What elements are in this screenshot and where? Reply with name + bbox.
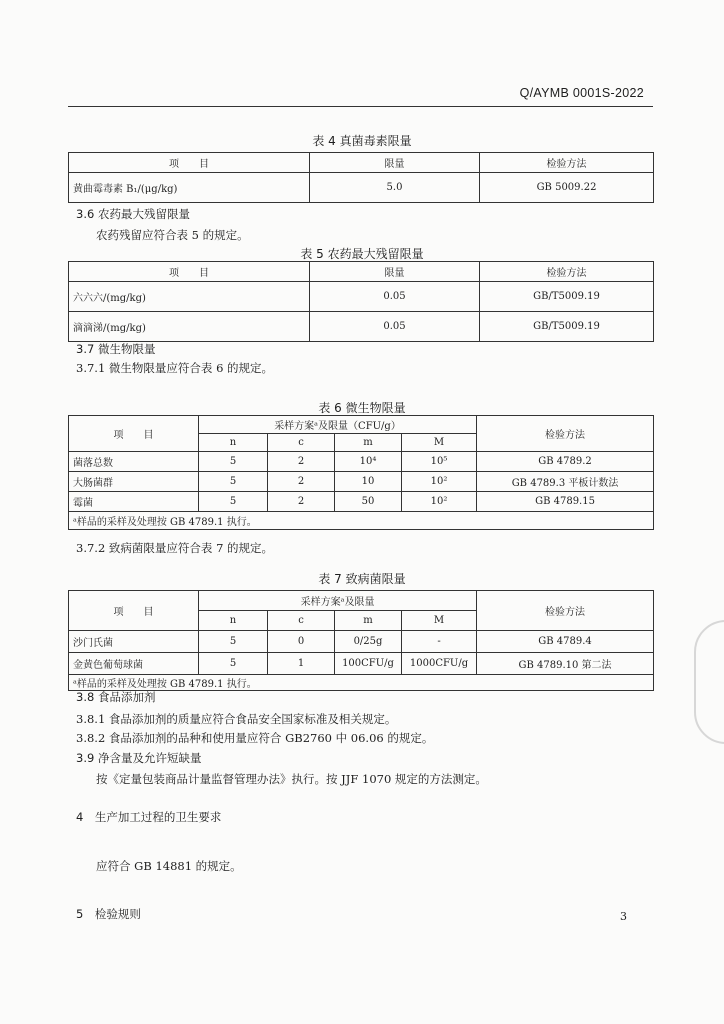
table7-cell: 沙门氏菌 (69, 631, 199, 653)
table5-cell: 0.05 (310, 282, 480, 312)
table7-cell: 100CFU/g (335, 653, 402, 675)
table7-sub-M: M (402, 611, 477, 631)
table5-cell: GB/T5009.19 (480, 282, 654, 312)
table6-cell: GB 4789.15 (477, 492, 654, 512)
table4-header-limit: 限量 (310, 153, 480, 173)
table7-cell: 金黄色葡萄球菌 (69, 653, 199, 675)
table6-cell: 10² (402, 492, 477, 512)
table4-cell: 黄曲霉毒素 B₁/(μg/kg) (69, 173, 310, 203)
table7-cell: - (402, 631, 477, 653)
table6-sub-m: m (335, 434, 402, 452)
table7-cell: 5 (199, 631, 268, 653)
table-row (69, 492, 654, 512)
section-3-9-heading: 3.9 净含量及允许短缺量 (76, 751, 202, 765)
table7-cell: 1000CFU/g (402, 653, 477, 675)
table6-cell: 10⁵ (402, 452, 477, 472)
table-row (69, 282, 654, 312)
header-rule (68, 106, 653, 107)
table7-sub-c: c (268, 611, 335, 631)
table6-cell: 50 (335, 492, 402, 512)
table6-cell: 大肠菌群 (69, 472, 199, 492)
section-3-8-2-text: 3.8.2 食品添加剂的品种和使用量应符合 GB2760 中 06.06 的规定。 (76, 731, 434, 745)
table7-cell: 0/25g (335, 631, 402, 653)
section-3-9-text: 按《定量包装商品计量监督管理办法》执行。按 JJF 1070 规定的方法测定。 (96, 772, 487, 786)
table7-cell: 1 (268, 653, 335, 675)
section-4-text: 应符合 GB 14881 的规定。 (96, 859, 242, 873)
table6 (68, 415, 654, 530)
table6-cell: 2 (268, 472, 335, 492)
table6-header-item: 项 目 (69, 416, 199, 452)
table6-cell: 菌落总数 (69, 452, 199, 472)
section-3-7-1-text: 3.7.1 微生物限量应符合表 6 的规定。 (76, 361, 274, 375)
table4-cell: 5.0 (310, 173, 480, 203)
table-row (69, 653, 654, 675)
table-row (69, 452, 654, 472)
table7-sub-n: n (199, 611, 268, 631)
table7-cell: GB 4789.4 (477, 631, 654, 653)
table6-header-method: 检验方法 (477, 416, 654, 452)
table6-sub-M: M (402, 434, 477, 452)
table7-cell: 5 (199, 653, 268, 675)
table6-header-plan: 采样方案ᵃ及限量（CFU/g） (199, 416, 477, 434)
table5-header-limit: 限量 (310, 262, 480, 282)
table7-header-item: 项 目 (69, 591, 199, 631)
table7-header-method: 检验方法 (477, 591, 654, 631)
table-row (69, 312, 654, 342)
table6-cell: 10⁴ (335, 452, 402, 472)
table5 (68, 261, 654, 342)
table6-cell: 10 (335, 472, 402, 492)
document-code: Q/AYMB 0001S-2022 (519, 86, 644, 100)
table7-cell: 0 (268, 631, 335, 653)
table6-footnote: ᵃ样品的采样及处理按 GB 4789.1 执行。 (69, 512, 654, 530)
table7-caption: 表 7 致病菌限量 (318, 572, 406, 586)
section-3-8-1-text: 3.8.1 食品添加剂的质量应符合食品安全国家标准及相关规定。 (76, 712, 397, 726)
table7-sub-m: m (335, 611, 402, 631)
table5-cell: GB/T5009.19 (480, 312, 654, 342)
table7-footnote: ᵃ样品的采样及处理按 GB 4789.1 执行。 (69, 675, 654, 691)
page-number: 3 (620, 910, 627, 923)
table7-header-plan: 采样方案ᵃ及限量 (199, 591, 477, 611)
table-row (69, 472, 654, 492)
section-4-heading: 4 生产加工过程的卫生要求 (76, 810, 222, 824)
table7-cell: GB 4789.10 第二法 (477, 653, 654, 675)
table6-caption: 表 6 微生物限量 (318, 401, 406, 415)
table6-cell: 10² (402, 472, 477, 492)
table6-cell: 5 (199, 452, 268, 472)
table7 (68, 590, 654, 691)
section-3-8-heading: 3.8 食品添加剂 (76, 690, 156, 704)
table6-cell: 5 (199, 492, 268, 512)
table5-cell: 滴滴涕/(mg/kg) (69, 312, 310, 342)
table5-caption: 表 5 农药最大残留限量 (300, 247, 424, 261)
table6-cell: 2 (268, 452, 335, 472)
table4-header-method: 检验方法 (480, 153, 654, 173)
table6-cell: 霉菌 (69, 492, 199, 512)
table6-sub-c: c (268, 434, 335, 452)
table5-header-method: 检验方法 (480, 262, 654, 282)
table6-cell: GB 4789.2 (477, 452, 654, 472)
table4-cell: GB 5009.22 (480, 173, 654, 203)
table-row (69, 173, 654, 203)
table-row (69, 631, 654, 653)
table6-cell: GB 4789.3 平板计数法 (477, 472, 654, 492)
table6-cell: 2 (268, 492, 335, 512)
table5-header-item: 项 目 (69, 262, 310, 282)
table6-sub-n: n (199, 434, 268, 452)
section-3-7-2-text: 3.7.2 致病菌限量应符合表 7 的规定。 (76, 541, 274, 555)
table4-header-item: 项 目 (69, 153, 310, 173)
section-5-heading: 5 检验规则 (76, 907, 141, 921)
table4-caption: 表 4 真菌毒素限量 (312, 134, 412, 148)
table6-cell: 5 (199, 472, 268, 492)
seal-stamp-partial (694, 620, 724, 744)
section-3-6-heading: 3.6 农药最大残留限量 (76, 207, 190, 221)
section-3-7-heading: 3.7 微生物限量 (76, 342, 156, 356)
table5-cell: 六六六/(mg/kg) (69, 282, 310, 312)
section-3-6-text: 农药残留应符合表 5 的规定。 (96, 228, 249, 242)
table4 (68, 152, 654, 203)
table5-cell: 0.05 (310, 312, 480, 342)
